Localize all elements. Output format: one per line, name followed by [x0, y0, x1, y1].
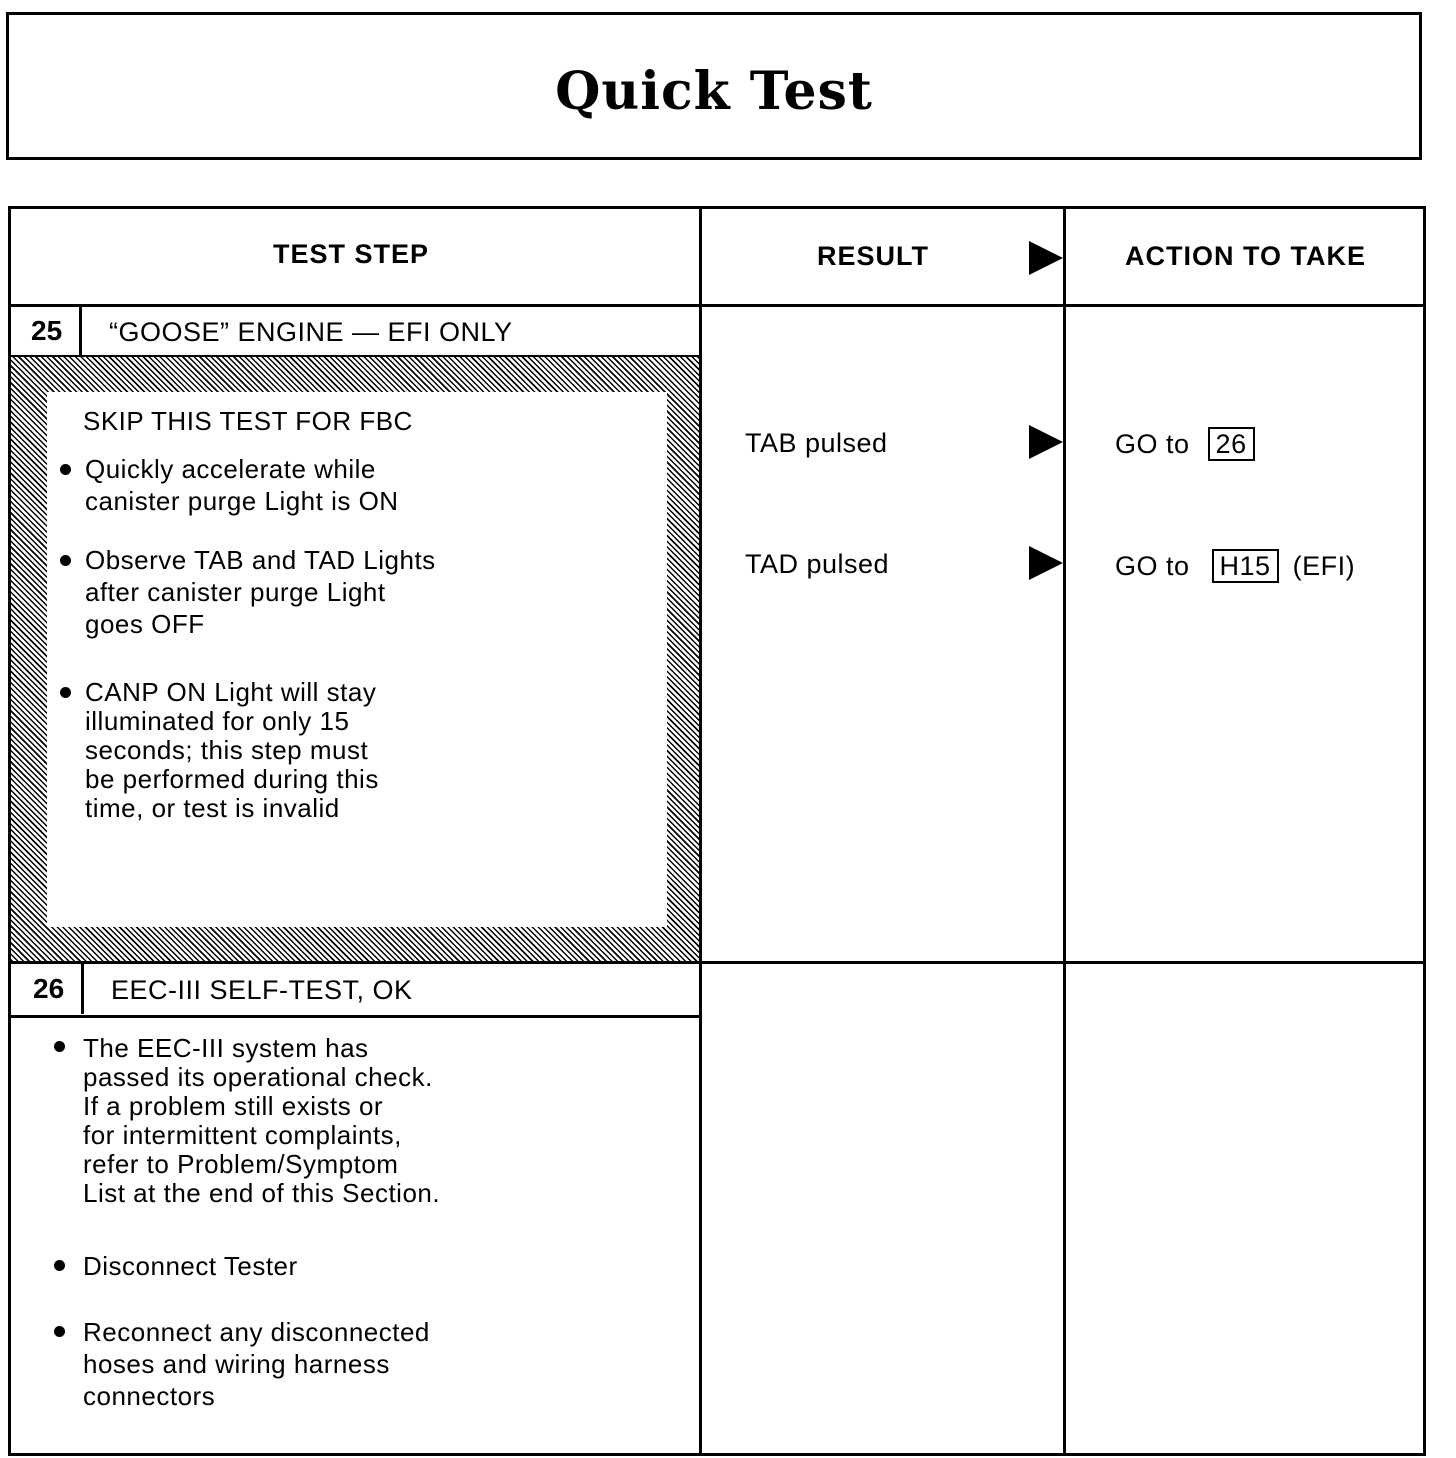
step-26-title-divider	[11, 1015, 699, 1018]
header-action: ACTION TO TAKE	[1125, 241, 1366, 271]
step-divider	[11, 961, 1423, 964]
bullet-icon	[54, 1041, 65, 1052]
step-26-bullet-3: Reconnect any disconnected hoses and wiring harness connectors	[83, 1317, 430, 1411]
bullet-icon	[60, 555, 71, 566]
header-test-step: TEST STEP	[273, 239, 430, 269]
title-box	[6, 12, 1422, 160]
header-divider	[11, 304, 1423, 307]
step-25-bullet-1: Quickly accelerate while canister purge Light is ON	[85, 454, 399, 516]
step-25-title: “GOOSE” ENGINE — EFI ONLY	[109, 317, 513, 347]
bullet-icon	[54, 1260, 65, 1271]
action-go-to-h15: GO to H15 (EFI)	[1115, 551, 1356, 581]
step-26-number-divider	[81, 962, 84, 1014]
header-result: RESULT	[817, 241, 929, 271]
bullet-icon	[60, 687, 71, 698]
result-arrow-icon	[1029, 546, 1063, 580]
page-title: Quick Test	[555, 61, 873, 122]
step-25-number-divider	[79, 305, 82, 355]
step-25-skip-note: SKIP THIS TEST FOR FBC	[83, 406, 413, 436]
step-25-number: 25	[31, 315, 63, 346]
step-26-bullet-2: Disconnect Tester	[83, 1251, 298, 1281]
bullet-icon	[54, 1326, 65, 1337]
action-go-to-26: GO to 26	[1115, 427, 1255, 461]
result-arrow-icon	[1029, 425, 1063, 459]
step-26-bullet-1: The EEC-III system has passed its operational check. If a problem still exists or for intermittent complaints, refer to Problem/Symptom List at the end of this Section.	[83, 1033, 441, 1208]
step-25-bullet-2: Observe TAB and TAD Lights after canister purge Light goes OFF	[85, 545, 436, 639]
result-tab-pulsed: TAB pulsed	[745, 428, 888, 458]
result-tad-pulsed: TAD pulsed	[745, 549, 890, 579]
header-arrow-icon	[1029, 241, 1063, 275]
bullet-icon	[60, 464, 71, 475]
step-26-number: 26	[33, 973, 65, 1004]
column-divider-1	[699, 209, 702, 1453]
step-reference-h15[interactable]: H15	[1212, 549, 1279, 583]
step-26-title: EEC-III SELF-TEST, OK	[111, 975, 413, 1005]
test-table	[8, 206, 1426, 1456]
step-25-bullet-3: CANP ON Light will stay illuminated for only 15 seconds; this step must be performed during this time, or test is invalid	[85, 677, 379, 823]
step-reference-26[interactable]: 26	[1208, 427, 1255, 461]
column-divider-2	[1063, 209, 1066, 1453]
